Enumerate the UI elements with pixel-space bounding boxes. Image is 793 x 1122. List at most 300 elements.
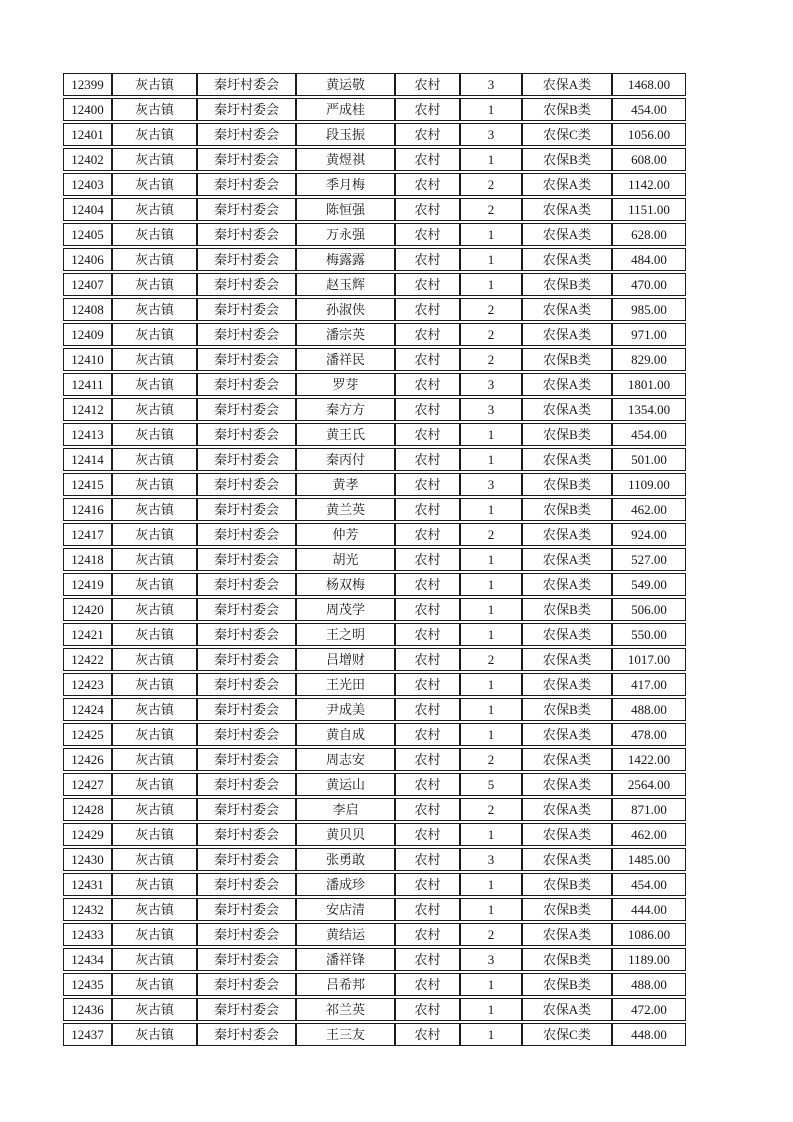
cell-id: 12434 [63,948,112,971]
cell-id: 12422 [63,648,112,671]
cell-category: 农保B类 [522,948,612,971]
table-row [63,323,686,346]
cell-category: 农保A类 [522,848,612,871]
table-row [63,823,686,846]
cell-count: 1 [460,598,522,621]
cell-type: 农村 [395,173,460,196]
cell-type: 农村 [395,123,460,146]
cell-id: 12435 [63,973,112,996]
table-row [63,523,686,546]
cell-id: 12402 [63,148,112,171]
cell-village: 秦圩村委会 [197,273,296,296]
cell-count: 3 [460,473,522,496]
cell-count: 3 [460,73,522,96]
cell-count: 1 [460,973,522,996]
cell-type: 农村 [395,923,460,946]
cell-count: 1 [460,448,522,471]
cell-town: 灰古镇 [112,73,197,96]
cell-village: 秦圩村委会 [197,723,296,746]
cell-amount: 478.00 [612,723,686,746]
cell-town: 灰古镇 [112,623,197,646]
cell-name: 赵玉辉 [296,273,395,296]
cell-category: 农保A类 [522,448,612,471]
cell-type: 农村 [395,723,460,746]
cell-town: 灰古镇 [112,373,197,396]
cell-category: 农保B类 [522,423,612,446]
cell-town: 灰古镇 [112,973,197,996]
cell-amount: 924.00 [612,523,686,546]
cell-category: 农保A类 [522,823,612,846]
cell-category: 农保A类 [522,623,612,646]
cell-name: 严成桂 [296,98,395,121]
cell-type: 农村 [395,623,460,646]
cell-type: 农村 [395,998,460,1021]
cell-name: 周茂学 [296,598,395,621]
cell-category: 农保A类 [522,223,612,246]
cell-town: 灰古镇 [112,298,197,321]
table-row [63,348,686,371]
cell-type: 农村 [395,473,460,496]
cell-name: 祁兰英 [296,998,395,1021]
cell-id: 12419 [63,573,112,596]
cell-type: 农村 [395,798,460,821]
cell-town: 灰古镇 [112,898,197,921]
cell-name: 秦方方 [296,398,395,421]
cell-id: 12413 [63,423,112,446]
cell-type: 农村 [395,298,460,321]
cell-type: 农村 [395,898,460,921]
cell-category: 农保B类 [522,973,612,996]
cell-type: 农村 [395,698,460,721]
cell-category: 农保A类 [522,173,612,196]
cell-name: 王光田 [296,673,395,696]
cell-village: 秦圩村委会 [197,248,296,271]
cell-id: 12430 [63,848,112,871]
cell-village: 秦圩村委会 [197,98,296,121]
cell-town: 灰古镇 [112,573,197,596]
cell-name: 杨双梅 [296,573,395,596]
cell-type: 农村 [395,973,460,996]
cell-village: 秦圩村委会 [197,798,296,821]
cell-id: 12399 [63,73,112,96]
cell-town: 灰古镇 [112,423,197,446]
cell-amount: 462.00 [612,498,686,521]
cell-town: 灰古镇 [112,598,197,621]
cell-count: 1 [460,248,522,271]
cell-town: 灰古镇 [112,948,197,971]
cell-amount: 628.00 [612,223,686,246]
cell-category: 农保A类 [522,648,612,671]
cell-village: 秦圩村委会 [197,873,296,896]
cell-town: 灰古镇 [112,348,197,371]
cell-town: 灰古镇 [112,723,197,746]
table-row [63,773,686,796]
cell-amount: 1151.00 [612,198,686,221]
table-row [63,748,686,771]
cell-type: 农村 [395,448,460,471]
table-row [63,923,686,946]
table-row [63,698,686,721]
cell-type: 农村 [395,1023,460,1046]
cell-type: 农村 [395,673,460,696]
cell-category: 农保A类 [522,523,612,546]
cell-village: 秦圩村委会 [197,298,296,321]
cell-village: 秦圩村委会 [197,173,296,196]
cell-amount: 501.00 [612,448,686,471]
cell-amount: 985.00 [612,298,686,321]
cell-category: 农保B类 [522,348,612,371]
cell-category: 农保B类 [522,598,612,621]
cell-village: 秦圩村委会 [197,423,296,446]
cell-amount: 829.00 [612,348,686,371]
cell-name: 吕希邦 [296,973,395,996]
cell-count: 2 [460,198,522,221]
table-row [63,198,686,221]
cell-category: 农保A类 [522,748,612,771]
cell-type: 农村 [395,273,460,296]
cell-category: 农保A类 [522,673,612,696]
cell-amount: 448.00 [612,1023,686,1046]
cell-village: 秦圩村委会 [197,573,296,596]
cell-amount: 971.00 [612,323,686,346]
cell-type: 农村 [395,348,460,371]
cell-village: 秦圩村委会 [197,398,296,421]
cell-village: 秦圩村委会 [197,823,296,846]
cell-amount: 454.00 [612,423,686,446]
cell-count: 2 [460,648,522,671]
cell-amount: 871.00 [612,798,686,821]
table-row [63,123,686,146]
cell-type: 农村 [395,198,460,221]
cell-category: 农保B类 [522,98,612,121]
cell-count: 2 [460,798,522,821]
cell-category: 农保A类 [522,998,612,1021]
cell-id: 12436 [63,998,112,1021]
cell-count: 1 [460,823,522,846]
cell-category: 农保A类 [522,248,612,271]
payment-table [63,71,686,1048]
cell-name: 李启 [296,798,395,821]
cell-name: 季月梅 [296,173,395,196]
cell-category: 农保A类 [522,373,612,396]
cell-village: 秦圩村委会 [197,198,296,221]
cell-category: 农保B类 [522,898,612,921]
cell-id: 12404 [63,198,112,221]
table-row [63,448,686,471]
cell-category: 农保A类 [522,573,612,596]
cell-id: 12415 [63,473,112,496]
cell-count: 3 [460,373,522,396]
cell-amount: 484.00 [612,248,686,271]
cell-amount: 1017.00 [612,648,686,671]
cell-town: 灰古镇 [112,823,197,846]
table-row [63,73,686,96]
cell-village: 秦圩村委会 [197,473,296,496]
cell-category: 农保C类 [522,123,612,146]
cell-name: 安店清 [296,898,395,921]
cell-category: 农保C类 [522,1023,612,1046]
table-row [63,973,686,996]
cell-type: 农村 [395,823,460,846]
cell-name: 潘宗英 [296,323,395,346]
cell-amount: 1422.00 [612,748,686,771]
table-row [63,473,686,496]
table-row [63,373,686,396]
cell-town: 灰古镇 [112,748,197,771]
cell-id: 12431 [63,873,112,896]
cell-id: 12409 [63,323,112,346]
table-row [63,98,686,121]
cell-amount: 417.00 [612,673,686,696]
cell-category: 农保A类 [522,298,612,321]
cell-town: 灰古镇 [112,523,197,546]
cell-name: 黄运山 [296,773,395,796]
cell-amount: 1109.00 [612,473,686,496]
cell-category: 农保B类 [522,473,612,496]
cell-id: 12403 [63,173,112,196]
table-row [63,948,686,971]
cell-count: 1 [460,873,522,896]
cell-id: 12408 [63,298,112,321]
cell-town: 灰古镇 [112,923,197,946]
cell-village: 秦圩村委会 [197,698,296,721]
table-row [63,573,686,596]
cell-town: 灰古镇 [112,148,197,171]
cell-count: 1 [460,998,522,1021]
cell-village: 秦圩村委会 [197,748,296,771]
cell-id: 12416 [63,498,112,521]
cell-count: 1 [460,723,522,746]
cell-amount: 488.00 [612,973,686,996]
cell-amount: 462.00 [612,823,686,846]
cell-id: 12423 [63,673,112,696]
cell-count: 1 [460,223,522,246]
cell-amount: 444.00 [612,898,686,921]
cell-id: 12433 [63,923,112,946]
cell-village: 秦圩村委会 [197,448,296,471]
cell-name: 梅露露 [296,248,395,271]
table-row [63,273,686,296]
cell-town: 灰古镇 [112,123,197,146]
cell-town: 灰古镇 [112,273,197,296]
cell-id: 12406 [63,248,112,271]
cell-count: 2 [460,523,522,546]
cell-amount: 550.00 [612,623,686,646]
cell-village: 秦圩村委会 [197,223,296,246]
cell-name: 尹成美 [296,698,395,721]
table-row [63,798,686,821]
table-row [63,648,686,671]
cell-id: 12427 [63,773,112,796]
cell-count: 3 [460,123,522,146]
cell-type: 农村 [395,323,460,346]
cell-name: 周志安 [296,748,395,771]
cell-name: 陈恒强 [296,198,395,221]
cell-count: 3 [460,398,522,421]
cell-village: 秦圩村委会 [197,1023,296,1046]
payment-table-body [63,73,686,1046]
cell-category: 农保A类 [522,548,612,571]
table-row [63,423,686,446]
cell-id: 12400 [63,98,112,121]
cell-name: 胡光 [296,548,395,571]
cell-name: 潘祥锋 [296,948,395,971]
cell-town: 灰古镇 [112,648,197,671]
cell-id: 12417 [63,523,112,546]
cell-id: 12426 [63,748,112,771]
cell-village: 秦圩村委会 [197,498,296,521]
cell-id: 12407 [63,273,112,296]
cell-type: 农村 [395,573,460,596]
cell-type: 农村 [395,148,460,171]
cell-town: 灰古镇 [112,848,197,871]
cell-village: 秦圩村委会 [197,898,296,921]
table-row [63,298,686,321]
cell-village: 秦圩村委会 [197,923,296,946]
cell-amount: 470.00 [612,273,686,296]
cell-id: 12405 [63,223,112,246]
cell-count: 2 [460,348,522,371]
cell-count: 1 [460,673,522,696]
cell-name: 黄运敬 [296,73,395,96]
cell-amount: 1485.00 [612,848,686,871]
cell-town: 灰古镇 [112,223,197,246]
cell-amount: 2564.00 [612,773,686,796]
cell-category: 农保B类 [522,698,612,721]
cell-village: 秦圩村委会 [197,348,296,371]
cell-type: 农村 [395,773,460,796]
cell-count: 1 [460,573,522,596]
cell-amount: 1189.00 [612,948,686,971]
cell-amount: 488.00 [612,698,686,721]
cell-category: 农保A类 [522,398,612,421]
cell-amount: 454.00 [612,873,686,896]
cell-name: 罗芽 [296,373,395,396]
cell-amount: 1056.00 [612,123,686,146]
table-row [63,873,686,896]
cell-village: 秦圩村委会 [197,548,296,571]
cell-type: 农村 [395,223,460,246]
cell-id: 12410 [63,348,112,371]
cell-name: 秦丙付 [296,448,395,471]
cell-type: 农村 [395,598,460,621]
cell-town: 灰古镇 [112,873,197,896]
cell-count: 2 [460,173,522,196]
cell-count: 1 [460,698,522,721]
cell-town: 灰古镇 [112,398,197,421]
cell-count: 2 [460,323,522,346]
cell-amount: 1354.00 [612,398,686,421]
cell-type: 农村 [395,648,460,671]
cell-category: 农保B类 [522,273,612,296]
cell-village: 秦圩村委会 [197,998,296,1021]
cell-amount: 1468.00 [612,73,686,96]
cell-village: 秦圩村委会 [197,123,296,146]
cell-amount: 472.00 [612,998,686,1021]
table-row [63,998,686,1021]
cell-id: 12411 [63,373,112,396]
cell-id: 12412 [63,398,112,421]
cell-village: 秦圩村委会 [197,623,296,646]
cell-count: 1 [460,1023,522,1046]
cell-town: 灰古镇 [112,173,197,196]
table-row [63,148,686,171]
cell-count: 1 [460,148,522,171]
cell-town: 灰古镇 [112,798,197,821]
cell-type: 农村 [395,398,460,421]
cell-village: 秦圩村委会 [197,523,296,546]
cell-town: 灰古镇 [112,323,197,346]
cell-count: 1 [460,498,522,521]
cell-id: 12418 [63,548,112,571]
cell-id: 12429 [63,823,112,846]
cell-name: 黄煜祺 [296,148,395,171]
cell-category: 农保B类 [522,873,612,896]
cell-amount: 1086.00 [612,923,686,946]
cell-type: 农村 [395,748,460,771]
cell-name: 孙淑侠 [296,298,395,321]
table-row [63,1023,686,1046]
cell-amount: 549.00 [612,573,686,596]
cell-town: 灰古镇 [112,1023,197,1046]
cell-amount: 608.00 [612,148,686,171]
cell-type: 农村 [395,73,460,96]
cell-name: 王三友 [296,1023,395,1046]
cell-town: 灰古镇 [112,473,197,496]
cell-count: 1 [460,273,522,296]
cell-town: 灰古镇 [112,98,197,121]
table-row [63,848,686,871]
cell-town: 灰古镇 [112,448,197,471]
cell-count: 1 [460,898,522,921]
cell-name: 黄兰英 [296,498,395,521]
cell-name: 吕增财 [296,648,395,671]
table-row [63,248,686,271]
cell-count: 2 [460,298,522,321]
cell-village: 秦圩村委会 [197,73,296,96]
cell-name: 黄孝 [296,473,395,496]
cell-category: 农保A类 [522,73,612,96]
cell-name: 潘成珍 [296,873,395,896]
cell-count: 1 [460,98,522,121]
cell-count: 1 [460,423,522,446]
cell-village: 秦圩村委会 [197,373,296,396]
cell-count: 2 [460,923,522,946]
cell-village: 秦圩村委会 [197,673,296,696]
cell-amount: 1142.00 [612,173,686,196]
cell-type: 农村 [395,373,460,396]
table-row [63,598,686,621]
cell-type: 农村 [395,948,460,971]
table-row [63,673,686,696]
cell-category: 农保B类 [522,148,612,171]
cell-name: 潘祥民 [296,348,395,371]
cell-amount: 454.00 [612,98,686,121]
cell-category: 农保A类 [522,323,612,346]
cell-name: 仲芳 [296,523,395,546]
cell-town: 灰古镇 [112,198,197,221]
cell-village: 秦圩村委会 [197,848,296,871]
cell-village: 秦圩村委会 [197,148,296,171]
cell-type: 农村 [395,98,460,121]
cell-town: 灰古镇 [112,248,197,271]
cell-town: 灰古镇 [112,548,197,571]
cell-name: 黄结运 [296,923,395,946]
cell-amount: 1801.00 [612,373,686,396]
cell-name: 黄贝贝 [296,823,395,846]
table-row [63,723,686,746]
cell-town: 灰古镇 [112,998,197,1021]
